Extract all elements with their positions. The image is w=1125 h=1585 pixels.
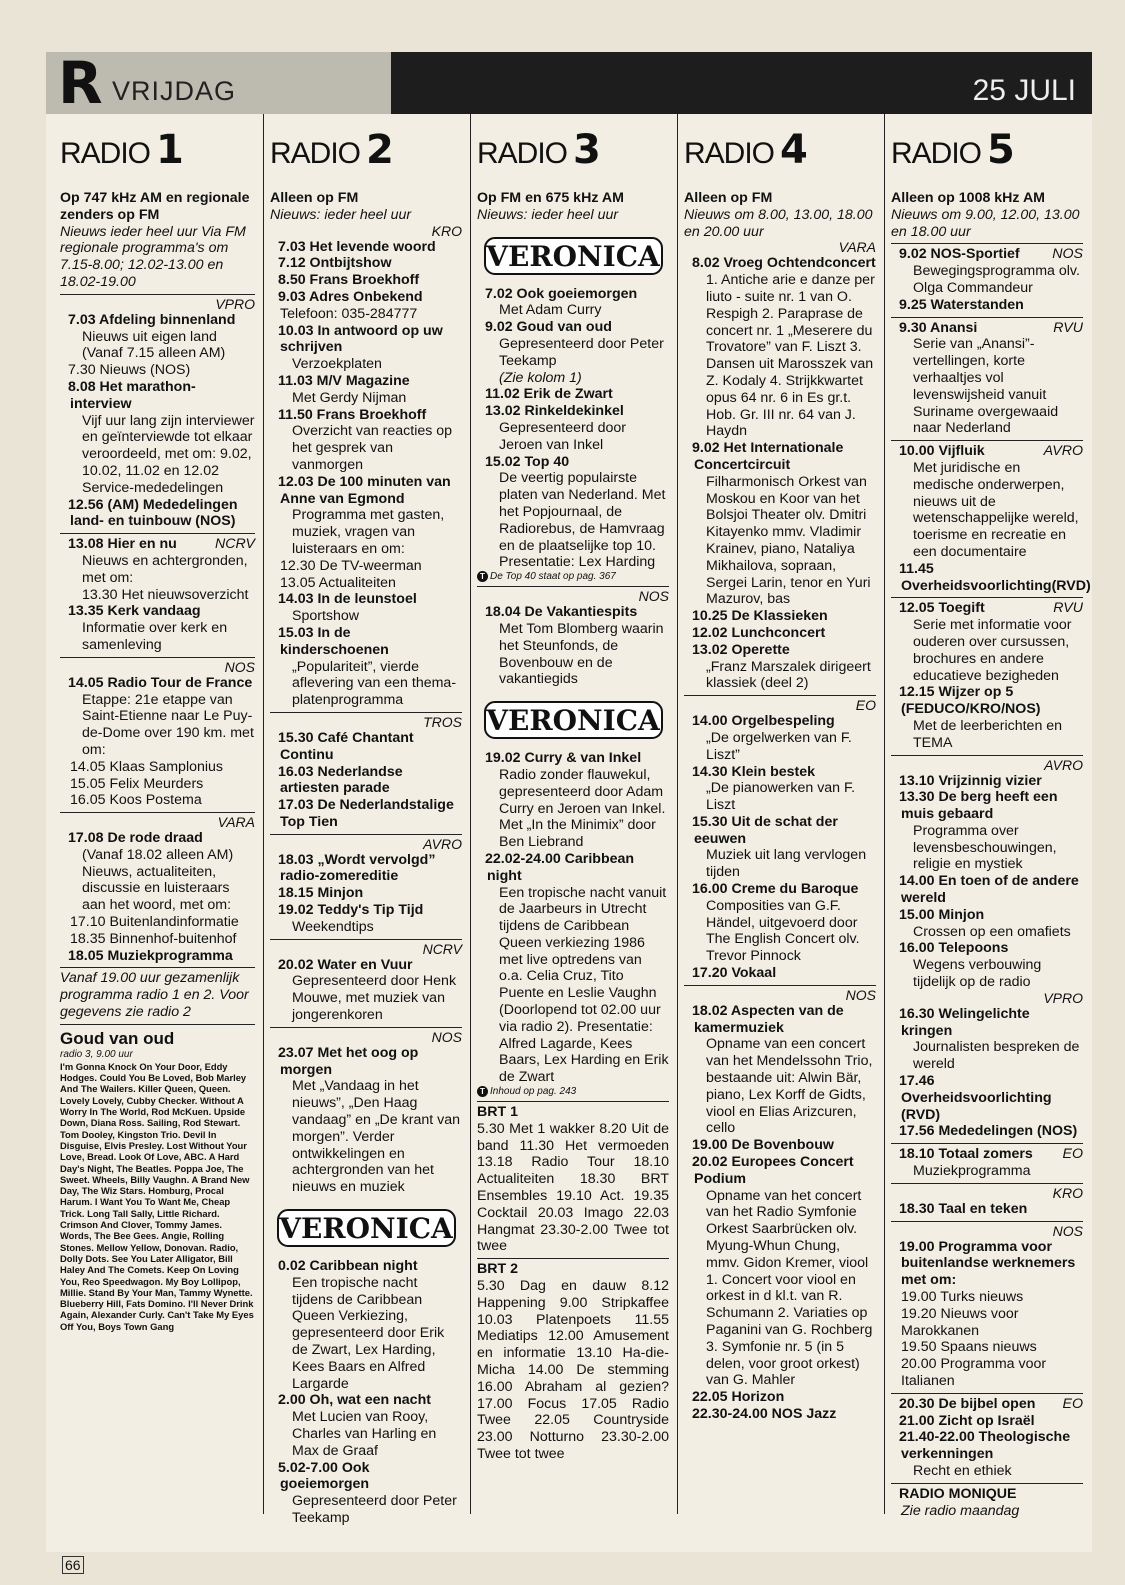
program-desc: Bewegingsprogramma olv. Olga Commandeur [913, 263, 1080, 296]
program: 14.00 En toen of de andere wereld [899, 873, 1079, 907]
header [46, 49, 1092, 117]
svg-text:VERONICA: VERONICA [486, 239, 660, 273]
page-note: T De Top 40 staat op pag. 367 [477, 571, 669, 583]
news-info: Nieuws om 9.00, 12.00, 13.00 en 18.00 uur [891, 206, 1080, 240]
program: 17.20 Vokaal [692, 965, 777, 982]
program-desc: Etappe: 21e etappe van Saint-Etienne naar Le Puy-de-Dome over 190 km. met om: [82, 691, 254, 758]
program-desc: Nieuws uit eigen land (Vanaf 7.15 alleen AM) [82, 328, 226, 362]
program-desc: Gepresenteerd door Peter Teekamp [292, 1493, 457, 1526]
program: 8.08 Het marathon-interview [68, 378, 196, 412]
program: 10.03 In antwoord op uw schrijven [278, 322, 443, 356]
broadcaster: VARA [217, 814, 255, 831]
program-desc: Programma over levensbeschouwingen, religie en mystiek [913, 822, 1057, 873]
program: 9.02 Goud van oud [485, 319, 612, 336]
date-label: 25 JULI [972, 74, 1076, 107]
column-title: RADIO 1 [60, 127, 183, 173]
broadcaster: VPRO [215, 295, 255, 312]
program-sub: 16.05 Koos Postema [70, 792, 202, 809]
program: 23.07 Met het oog op morgen [278, 1044, 419, 1078]
broadcaster: EO [1062, 1146, 1083, 1163]
brt1-heading: BRT 1 [477, 1104, 518, 1121]
program-desc: „De orgelwerken van F. Liszt” [706, 729, 852, 763]
program: 21.40-22.00 Theologische verkenningen [899, 1429, 1071, 1463]
columns [56, 114, 1092, 1526]
program: 13.10 Vrijzinnig vizier [899, 772, 1042, 789]
program: 7.02 Ook goeiemorgen [485, 285, 638, 302]
program: 9.02 Het Internationale Concertcircuit [692, 440, 844, 473]
program-desc: Vijf uur lang zijn interviewer en geïnterviewde tot elkaar veroordeeld, met om: 9.02, 10.02, 11.02 en 12.02 Service-mededelingen [82, 412, 255, 496]
program-sub: 15.05 Felix Meurders [70, 775, 204, 792]
program: 18.04 De Vakantiespits [485, 604, 638, 621]
program: 12.02 Lunchconcert [692, 624, 826, 641]
program-desc: Wegens verbouwing tijdelijk op de radio [913, 957, 1042, 991]
program: 18.30 Taal en teken [899, 1200, 1028, 1217]
broadcaster: KRO [431, 222, 462, 239]
program: 5.02-7.00 Ook goeiemorgen [278, 1459, 370, 1493]
veronica-logo [481, 694, 666, 746]
svg-text:VERONICA: VERONICA [279, 1212, 453, 1246]
program-desc: Weekendtips [292, 918, 374, 935]
broadcaster: RVU [1053, 319, 1083, 336]
broadcaster: NCRV [422, 940, 462, 957]
program-desc: Informatie over kerk en samenleving [82, 620, 228, 653]
program-desc: „Populariteit”, vierde aflevering van een thema-platenprogramma [292, 658, 457, 709]
program: 8.50 Frans Broekhoff [278, 272, 420, 289]
program: 22.05 Horizon [692, 1389, 785, 1406]
column-radio-5 [884, 114, 1091, 1519]
program: 19.02 Curry & van Inkel [485, 750, 642, 767]
program: 16.00 Telepoons [899, 940, 1009, 957]
program-desc: Verzoekplaten [292, 356, 382, 373]
frequency: Alleen op FM [270, 190, 359, 206]
program: 15.02 Top 40 [485, 453, 570, 470]
broadcaster: NOS [638, 588, 669, 605]
news-info: Nieuws: ieder heel uur [477, 206, 619, 223]
program: 21.00 Zicht op Israël [899, 1412, 1035, 1429]
program: 13.02 Rinkeldekinkel [485, 403, 624, 420]
program: 20.30 De bijbel open [899, 1395, 1036, 1412]
program-desc: Gepresenteerd door Henk Mouwe, met muziek van jongerenkoren [292, 973, 457, 1024]
program-desc: Programma met gasten, muziek, vragen van luisteraars en om: [292, 507, 445, 557]
program: 14.30 Klein bestek [692, 763, 816, 780]
program-sub: 13.05 Actualiteiten [280, 574, 396, 591]
program: 18.10 Totaal zomers [899, 1146, 1033, 1163]
program: 15.30 Café Chantant Continu [278, 729, 414, 763]
program: 0.02 Caribbean night [278, 1258, 418, 1275]
program: 18.03 „Wordt vervolgd” radio-zomereditie [278, 851, 436, 885]
program: 13.35 Kerk vandaag [68, 603, 201, 620]
program-desc: „Franz Marszalek dirigeert klassiek (deel 2) [706, 658, 871, 692]
header-left [46, 49, 391, 117]
program: 12.03 De 100 minuten van Anne van Egmond [278, 473, 451, 507]
program: 11.02 Erik de Zwart [485, 386, 613, 403]
program: 18.15 Minjon [278, 885, 364, 902]
news-info: Nieuws ieder heel uur Via FM regionale programma's om 7.15-8.00; 12.02-13.00 en 18.02-19.00 [60, 223, 246, 290]
broadcaster: TROS [423, 713, 462, 730]
svg-text:VERONICA: VERONICA [486, 704, 660, 738]
program-sub: 12.30 De TV-weerman [280, 557, 422, 574]
program: 7.30 Nieuws (NOS) [68, 362, 191, 379]
broadcaster: NOS [1052, 1222, 1083, 1239]
program: 19.00 Programma voor buitenlandse werknemers met om: [899, 1238, 1076, 1289]
broadcaster: NOS [845, 986, 876, 1003]
program-sub: 19.20 Nieuws voor Marokkanen [901, 1305, 1019, 1339]
broadcaster: EO [1062, 1395, 1083, 1412]
column-radio-4 [677, 114, 884, 1514]
program-desc: Composities van G.F. Händel, uitgevoerd door The English Concert olv. Trevor Pinnock [706, 897, 860, 965]
broadcaster: NOS [1052, 246, 1083, 263]
frequency: Alleen op 1008 kHz AM [891, 190, 1046, 206]
program-desc: De veertig populairste platen van Nederland. Met het Popjournaal, de Radiorebus, de Hamvraag en de plaatselijke top 10. Presentatie: Lex Harding [499, 470, 666, 571]
program-desc: Journalisten bespreken de wereld [913, 1039, 1080, 1073]
goud-van-oud-time: radio 3, 9.00 uur [60, 1048, 133, 1060]
program: 9.02 NOS-Sportief [899, 246, 1020, 263]
program-desc: 13.30 Het nieuwsoverzicht [82, 586, 249, 603]
program-desc: Filharmonisch Orkest van Moskou en Koor van het Bolsjoi Theater olv. Dmitri Kitayenko mmv. Vladimir Krainev, piano, Nataliya Mikhailova, sopraan, Sergei Larin, tenor en Yuri Mazurov, bas [706, 473, 871, 608]
program: 10.25 De Klassieken [692, 608, 828, 625]
broadcaster: NOS [224, 658, 255, 675]
frequency: Op FM en 675 kHz AM [477, 190, 624, 206]
column-title: RADIO 4 [684, 127, 807, 173]
program-desc: Gepresenteerd door Jeroen van Inkel [499, 419, 626, 453]
program-desc: Met Lucien van Rooy, Charles van Harling en Max de Graaf [292, 1409, 437, 1459]
song-list: I'm Gonna Knock On Your Door, Eddy Hodges. Could You Be Loved, Bob Marley And The Wailers. Killer Queen, Queen. Lovely Lovely, Cubby Checker. Without A Worry In The World, Rod McKuen. Upside Down, Diana Ross. Sailing, Rod Stewart. Tom Dooley, Kingston Trio. Devil In Disguise, Elvis Presley. Lost Without Your Love, Bread. Look Of Love, ABC. A Hard Day's Night, The Beatles. Poppa Joe, The Sweet. Wheels, Billy Vaughn. A Brand New Day, The Wiz Stars. Homburg, Procal Harum. I Want You To Want Me, Cheap Trick. Long Tall Sally, Little Richard. Crimson And Clover, Tommy James. Words, The Bee Gees. Angie, Rolling Stones. Mellow Yellow, Donovan. Radio, Dolly Dots. See You Later Alligator, Bill Haley And The Comets. Keep On Loving You, Reo Speedwagon. My Boy Lollipop, Millie. Stand By Your Man, Tammy Wynette. Blueberry Hill, Fats Domino. I'll Never Drink Again, Alexander Curly. Can't Take My Eyes Off You, Boys Town Gang [60, 1060, 254, 1332]
frequency: Op 747 kHz AM en regionale zenders op FM [60, 190, 250, 223]
column-title: RADIO 2 [270, 127, 393, 173]
program: 11.50 Frans Broekhoff [278, 406, 427, 423]
day-label: VRIJDAG [112, 76, 237, 106]
program: 8.02 Vroeg Ochtendconcert [692, 255, 876, 272]
program: 20.02 Water en Vuur [278, 956, 413, 973]
program-desc: Serie met informatie voor ouderen over cursussen, brochures en andere educatieve bezigheden [913, 617, 1072, 684]
column-radio-2 [263, 114, 470, 1526]
program-desc: (Zie kolom 1) [499, 369, 582, 386]
program-desc: Overzicht van reacties op het gesprek van vanmorgen [292, 423, 453, 473]
program-desc: Recht en ethiek [913, 1462, 1012, 1479]
program: 13.30 De berg heeft een muis gebaard [899, 789, 1058, 823]
program: 17.46 Overheidsvoorlichting (RVD) [899, 1073, 1052, 1123]
goud-van-oud-title: Goud van oud [60, 1028, 175, 1048]
program-desc: Opname van het concert van het Radio Symfonie Orkest Saarbrücken olv. Myung-Whun Chung, mmv. Gidon Kremer, viool 1. Concert voor viool en orkest in d kl.t. van R. Schumann 2. Variaties op Paganini van G. Rochberg 3. Symfonie nr. 5 (in 5 delen, voor groot orkest) van G. Mahler [706, 1187, 873, 1389]
program: 7.12 Ontbijtshow [278, 255, 392, 272]
program-desc: Zie radio maandag [901, 1502, 1020, 1519]
veronica-logo [481, 230, 666, 282]
program: 13.02 Operette [692, 641, 790, 658]
program: 16.03 Nederlandse artiesten parade [278, 763, 403, 797]
program-desc: Serie van „Anansi”-vertellingen, korte verhaaltjes vol levenswijsheid vanuit Suriname overgewaaid naar Nederland [913, 336, 1059, 437]
program: 17.03 De Nederlandstalige Top Tien [278, 797, 454, 830]
combined-note: Vanaf 19.00 uur gezamenlijk programma radio 1 en 2. Voor gegevens zie radio 2 [60, 970, 249, 1021]
program-sub: 14.05 Klaas Samplonius [70, 758, 224, 775]
program-sub: 19.00 Turks nieuws [901, 1289, 1024, 1306]
program-desc: Telefoon: 035-284777 [280, 305, 418, 322]
broadcaster: EO [855, 697, 876, 714]
program-desc: Muziekprogramma [913, 1163, 1031, 1180]
program-desc: Een tropische nacht vanuit de Jaarbeurs in Utrecht tijdens de Caribbean Queen verkiezing 1986 met live optredens van o.a. Celia Cruz, Tito Puente en Leslie Vaughn (Doorlopend tot 02.00 uur via radio 2). Presentatie: Alfred Lagarde, Kees Baars, Lex Harding en Erik de Zwart [499, 884, 669, 1086]
column-radio-1 [56, 114, 263, 1514]
program-desc: Met „Vandaag in het nieuws”, „Den Haag vandaag” en „De krant van morgen”. Verder ontwikkelingen en achtergronden van het nieuws en muziek [292, 1078, 460, 1196]
program: 11.03 M/V Magazine [278, 372, 410, 389]
program: 19.00 De Bovenbouw [692, 1137, 834, 1154]
program: 16.00 Creme du Baroque [692, 881, 859, 898]
broadcaster: KRO [1052, 1184, 1083, 1201]
program: 13.08 Hier en nu [68, 536, 177, 553]
program: 9.30 Anansi [899, 319, 978, 336]
page [46, 49, 1092, 1552]
program-desc: Muziek uit lang vervlogen tijden [706, 847, 867, 881]
program-desc: Met Adam Curry [499, 302, 602, 319]
program: 22.02-24.00 Caribbean night [485, 850, 635, 884]
program: 7.03 Afdeling binnenland [68, 311, 236, 328]
program: 14.03 In de leunstoel [278, 591, 417, 608]
program: RADIO MONIQUE [899, 1485, 1017, 1502]
program: 18.05 Muziekprogramma [68, 947, 233, 964]
program-desc: Met de leerberichten en TEMA [913, 717, 1063, 751]
page-number: 66 [62, 1556, 84, 1574]
broadcaster: VPRO [1043, 989, 1083, 1006]
program: 15.30 Uit de schat der eeuwen [692, 813, 838, 847]
program-desc: Met juridische en medische onderwerpen, nieuws uit de wetenschappelijke wereld, toerisme en recreatie en een documentaire [913, 459, 1079, 560]
program-sub: 20.00 Programma voor Italianen [901, 1356, 1047, 1389]
program: 11.45 Overheidsvoorlichting(RVD) [899, 560, 1091, 594]
page-note: T Inhoud op pag. 243 [477, 1086, 669, 1098]
program-sub: 18.35 Binnenhof-buitenhof [70, 930, 237, 947]
program: 17.08 De rode draad [68, 830, 203, 847]
program: 12.15 Wijzer op 5 (FEDUCO/KRO/NOS) [899, 684, 1041, 718]
program-desc: (Vanaf 18.02 alleen AM) Nieuws, actualiteiten, discussie en luisteraars aan het woord, met om: [82, 846, 234, 914]
column-radio-3 [470, 114, 677, 1514]
program: 9.03 Adres Onbekend [278, 288, 423, 305]
program: 14.05 Radio Tour de France [68, 674, 253, 691]
program-desc: Nieuws en achtergronden, met om: [82, 552, 248, 586]
program: 12.05 Toegift [899, 600, 985, 617]
header-right [391, 52, 1092, 114]
program: 18.02 Aspecten van de kamermuziek [692, 1002, 844, 1036]
program-desc: Sportshow [292, 608, 360, 625]
program-desc: „De pianowerken van F. Liszt [706, 780, 856, 814]
broadcaster: NCRV [215, 536, 255, 553]
program: 10.00 Vijfluik [899, 443, 985, 460]
program: 12.56 (AM) Mededelingen land- en tuinbouw (NOS) [68, 496, 238, 530]
brt2-schedule: 5.30 Dag en dauw 8.12 Happening 9.00 Stripkaffee 10.03 Platenpoets 11.55 Mediatips 12.00 Amusement en informatie 13.10 Ha-die-Micha 14.00 De stemming 16.00 Abraham al gezien? 17.00 Focus 17.05 Radio Twee 22.05 Countryside 23.00 Notturno 23.30-2.00 Twee tot twee [477, 1278, 669, 1462]
broadcaster: AVRO [423, 835, 462, 852]
program: 7.03 Het levende woord [278, 238, 436, 255]
program-sub: 19.50 Spaans nieuws [901, 1339, 1037, 1356]
program-desc: Gepresenteerd door Peter Teekamp [499, 335, 664, 369]
news-info: Nieuws om 8.00, 13.00, 18.00 en 20.00 uur [684, 206, 873, 240]
program-desc: Opname van een concert van het Mendelssohn Trio, bestaande uit: Alwin Bär, piano, Lex Korff de Gidts, viool en Elias Arizcuren, cello [706, 1036, 873, 1137]
program-desc: Met Gerdy Nijman [292, 389, 407, 406]
brt1-schedule: 5.30 Met 1 wakker 8.20 Uit de band 11.30 Het vermoeden 13.18 Radio Tour 18.10 Actualiteiten 18.30 BRT Ensembles 19.10 Act. 19.35 Cocktail 20.03 Imago 22.03 Hangmat 23.30-2.00 Twee tot twee [477, 1120, 669, 1255]
program: 19.02 Teddy's Tip Tijd [278, 902, 424, 919]
frequency: Alleen op FM [684, 190, 773, 206]
section-letter: R [58, 49, 103, 117]
broadcaster: NOS [431, 1028, 462, 1045]
program: 20.02 Europees Concert Podium [692, 1154, 854, 1187]
program-desc: Radio zonder flauwekul, gepresenteerd door Adam Curry en Jeroen van Inkel. Met „In the Minimix” door Ben Liebrand [499, 766, 666, 851]
program-desc: Een tropische nacht tijdens de Caribbean Queen Verkiezing, gepresenteerd door Erik de Zwart, Lex Harding, Kees Baars en Alfred Largarde [292, 1274, 445, 1392]
program-sub: 17.10 Buitenlandinformatie [70, 914, 239, 931]
column-title: RADIO 3 [477, 127, 600, 173]
program: 14.00 Orgelbespeling [692, 713, 835, 730]
program: 17.56 Mededelingen (NOS) [899, 1123, 1078, 1140]
brt2-heading: BRT 2 [477, 1261, 518, 1278]
broadcaster: VARA [838, 239, 876, 256]
broadcaster: AVRO [1044, 756, 1083, 773]
column-title: RADIO 5 [891, 127, 1014, 173]
news-info: Nieuws: ieder heel uur [270, 206, 412, 223]
program: 9.25 Waterstanden [899, 296, 1024, 313]
broadcaster: RVU [1053, 600, 1083, 617]
program: 15.00 Minjon [899, 906, 985, 923]
program-desc: Crossen op een omafiets [913, 923, 1071, 940]
program-desc: Met Tom Blomberg waarin het Steunfonds, de Bovenbouw en de vakantiegids [499, 620, 664, 688]
broadcaster: AVRO [1043, 443, 1083, 460]
program-desc: 1. Antiche arie e danze per liuto - suite nr. 1 van O. Respigh 2. Paraprase de concert nr. 1 „Meserere du Trovatore” van F. Liszt 3. Dansen uit Marosszek van Z. Kodaly 4. Strijkkwartet opus 64 nr. 6 in Es gr.t. Hob. Gr. III nr. 64 van J. Haydn [706, 272, 875, 440]
veronica-logo [274, 1202, 459, 1254]
program: 2.00 Oh, wat een nacht [278, 1392, 431, 1409]
program: 16.30 Welingelichte kringen [899, 1005, 1030, 1039]
program: 15.03 In de kinderschoenen [278, 624, 389, 658]
program: 22.30-24.00 NOS Jazz [692, 1405, 837, 1422]
